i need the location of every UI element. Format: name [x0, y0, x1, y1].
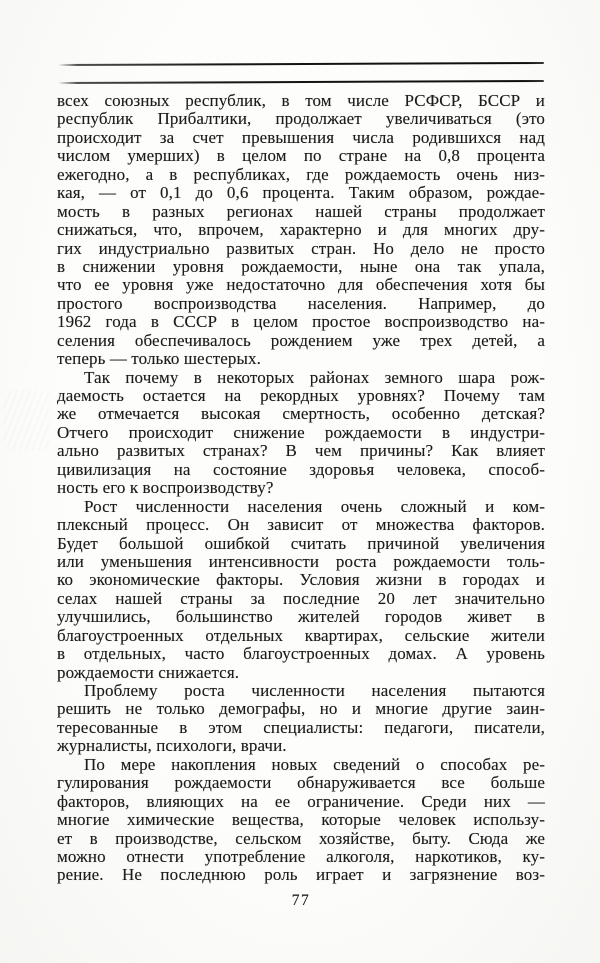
- paragraph: [57, 498, 545, 682]
- text-line: можно отнести употребление алкоголя, наркотиков, ку-: [57, 846, 545, 866]
- text-line: селах нашей страны за последние 20 лет значительно: [57, 588, 545, 608]
- text-line: гих индустриально развитых стран. Но дело не просто: [57, 238, 545, 258]
- text-line: числом умерших) в целом по стране на 0,8 процента: [57, 146, 545, 166]
- text-line: республик Прибалтики, продолжает увеличиваться (это: [57, 109, 545, 129]
- text-line: улучшились, большинство жителей городов живет в: [57, 607, 545, 627]
- text-block: [57, 92, 545, 885]
- text-line: многие химические вещества, которые человек использу-: [57, 810, 545, 830]
- text-line: рождаемости снижается.: [57, 662, 240, 682]
- top-rule-lower: [58, 80, 544, 84]
- text-line: По мере накопления новых сведений о способах ре-: [84, 754, 545, 774]
- text-line: ет в производстве, сельском хозяйстве, быту. Сюда же: [57, 828, 545, 848]
- paragraph: [57, 682, 545, 756]
- text-line: благоустроенных отдельных квартирах, сельские жители: [57, 625, 545, 645]
- text-line: в снижении уровня рождаемости, ныне она так упала,: [57, 256, 545, 276]
- text-line: всех союзных республик, в том числе РСФСР, БССР и: [57, 91, 545, 110]
- text-line: простого воспроизводства населения. Например, до: [57, 293, 545, 313]
- text-line: Так почему в некоторых районах земного шара рож-: [84, 367, 545, 387]
- paragraph: [57, 756, 545, 885]
- text-line: ежегодно, а в республиках, где рождаемость очень низ-: [57, 164, 545, 184]
- text-line: плексный процесс. Он зависит от множества факторов.: [57, 515, 545, 535]
- text-line: ность его к воспроизводству?: [57, 478, 274, 498]
- top-rule-upper: [58, 62, 544, 66]
- text-line: мость в разных регионах нашей страны продолжает: [57, 201, 545, 221]
- text-line: журналисты, психологи, врачи.: [57, 736, 287, 756]
- text-line: в отдельных, часто благоустроенных домах. А уровень: [57, 644, 545, 664]
- text-line: ко экономические факторы. Условия жизни в городах и: [57, 570, 545, 590]
- text-line: решить не только демографы, но и многие другие заин-: [57, 699, 545, 719]
- text-line: цивилизация на состояние здоровья человека, способ-: [57, 459, 545, 479]
- paragraph: [57, 92, 545, 369]
- text-line: Будет большой ошибкой считать причиной увеличения: [57, 533, 545, 553]
- text-line: факторов, влияющих на ее ограничение. Среди них —: [57, 791, 545, 811]
- text-line: теперь — только шестерых.: [57, 349, 261, 369]
- text-line: ально развитых странах? В чем причины? Как влияет: [57, 441, 545, 461]
- text-line: гулирования рождаемости обнаруживается все больше: [57, 773, 545, 793]
- text-line: даемость остается на рекордных уровнях? Почему там: [57, 386, 545, 405]
- text-line: селения обеспечивалось рождением уже трех детей, а: [57, 330, 545, 350]
- text-line: Проблему роста численности населения пытаются: [84, 681, 545, 700]
- text-line: рение. Не последнюю роль играет и загрязнение воз-: [57, 865, 545, 885]
- paragraph: [57, 369, 545, 498]
- text-line: тересованные в этом специалисты: педагоги, писатели,: [57, 717, 545, 737]
- text-line: Рост численности населения очень сложный и ком-: [84, 496, 545, 516]
- text-line: или уменьшения интенсивности роста рождаемости толь-: [57, 551, 545, 571]
- text-line: 1962 года в СССР в целом простое воспроизводство на-: [57, 312, 545, 332]
- text-line: снижаться, что, впрочем, характерно и для многих дру-: [57, 220, 545, 240]
- text-line: что ее уровня уже недостаточно для обеспечения хотя бы: [57, 275, 545, 295]
- text-line: кая, — от 0,1 до 0,6 процента. Таким образом, рождае-: [57, 183, 545, 203]
- page-number: 77: [291, 892, 311, 909]
- text-line: происходит за счет превышения числа родившихся над: [57, 127, 545, 147]
- text-line: же отмечается высокая смертность, особенно детская?: [57, 404, 545, 424]
- text-line: Отчего происходит снижение рождаемости в индустри-: [57, 422, 545, 442]
